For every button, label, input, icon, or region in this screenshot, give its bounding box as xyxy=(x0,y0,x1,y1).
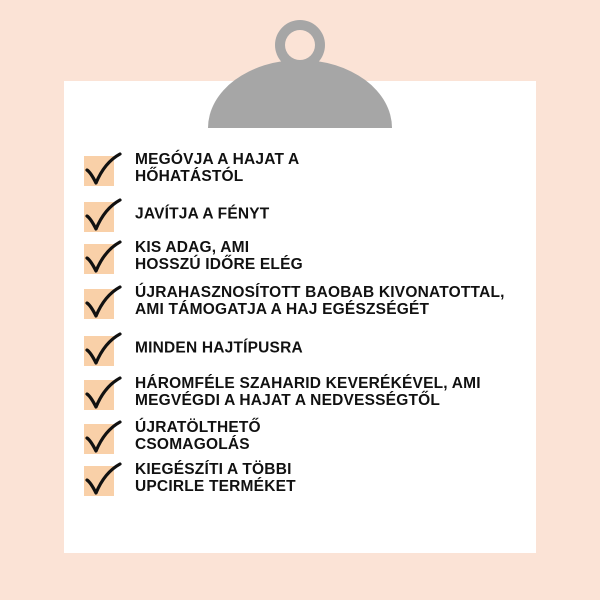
checkmark-icon xyxy=(82,240,122,276)
checklist-item-text xyxy=(135,284,505,318)
checklist-item xyxy=(82,328,542,368)
checkmark-icon xyxy=(82,332,122,368)
checklist-item xyxy=(82,458,542,498)
checkmark-icon xyxy=(82,376,122,412)
checklist-item-line2: HOSSZÚ IDŐRE ELÉG xyxy=(135,256,303,273)
checklist-item-line1: MINDEN HAJTÍPUSRA xyxy=(135,339,303,357)
checklist-item-line2: CSOMAGOLÁS xyxy=(135,436,250,453)
checklist-item-line1: KIEGÉSZÍTI A TÖBBI xyxy=(135,461,292,478)
checklist-item-line2: MEGVÉGDI A HAJAT A NEDVESSÉGTŐL xyxy=(135,392,441,409)
checklist-item-line2: AMI TÁMOGATJA A HAJ EGÉSZSÉGÉT xyxy=(135,301,430,318)
checklist-item-text xyxy=(135,375,481,409)
checklist-item-text xyxy=(135,151,299,185)
checklist-item xyxy=(82,148,542,188)
checklist-item xyxy=(82,236,542,276)
checkmark-icon xyxy=(82,462,122,498)
checklist-item-text xyxy=(135,461,296,495)
checklist-item-line2: HŐHATÁSTÓL xyxy=(135,168,244,185)
checkmark-icon xyxy=(82,285,122,321)
checklist-item-text xyxy=(135,206,269,223)
checklist-item-text xyxy=(135,239,303,273)
checklist-item-line1: MEGÓVJA A HAJAT A xyxy=(135,151,300,168)
checklist-item-line1: JAVÍTJA A FÉNYT xyxy=(135,205,270,223)
checklist-item xyxy=(82,281,542,321)
checklist-item-line1: ÚJRAHASZNOSÍTOTT BAOBAB KIVONATOTTAL, xyxy=(135,284,505,301)
checklist-item-text xyxy=(135,419,261,453)
checklist-item xyxy=(82,194,542,234)
checkmark-icon xyxy=(82,198,122,234)
checklist-item-line2: UPCIRLE TERMÉKET xyxy=(135,478,296,495)
checkmark-icon xyxy=(82,152,122,188)
checklist-item-line1: KIS ADAG, AMI xyxy=(135,239,250,256)
checklist-item xyxy=(82,416,542,456)
checklist-item-line1: ÚJRATÖLTHETŐ xyxy=(135,419,261,436)
checklist-item xyxy=(82,372,542,412)
checkmark-icon xyxy=(82,420,122,456)
checklist-item-text xyxy=(135,340,303,357)
checklist-item-line1: HÁROMFÉLE SZAHARID KEVERÉKÉVEL, AMI xyxy=(135,375,481,392)
